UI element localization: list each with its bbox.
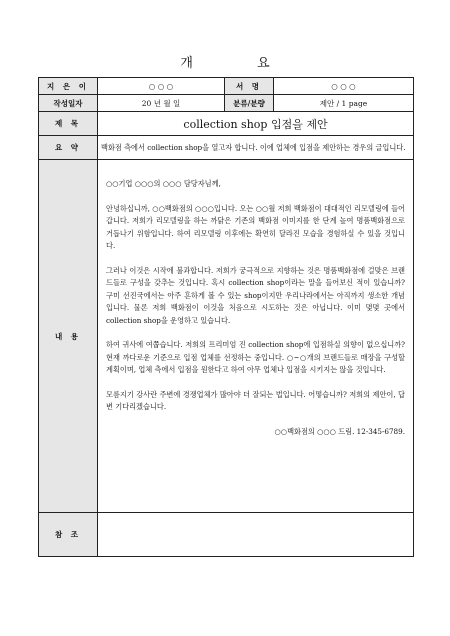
reference-value bbox=[98, 513, 414, 557]
book-title-label: 서 명 bbox=[225, 78, 274, 95]
author-label: 지 은 이 bbox=[39, 78, 98, 95]
reference-label: 참 조 bbox=[39, 513, 98, 557]
content-label: 내 용 bbox=[39, 160, 98, 513]
content-greeting: ○○기업 ○○○의 ○○○ 담당자님께, bbox=[106, 179, 221, 188]
summary-label: 요 약 bbox=[39, 136, 98, 160]
content-paragraph-4: 모름지기 강사란 주변에 경쟁업체가 많아야 더 잘되는 법입니다. 어떻습니까? 저희의 제안이, 답변 기다리겠습니다. bbox=[106, 389, 405, 411]
subject-value: collection shop 입점을 제안 bbox=[98, 112, 414, 136]
book-title-value: ○ ○ ○ bbox=[274, 78, 414, 95]
document-title: 개 요 bbox=[180, 56, 300, 71]
content-signature: ○○백화점의 ○○○ 드림. 12-345-6789. bbox=[274, 426, 405, 436]
author-value: ○ ○ ○ bbox=[98, 78, 225, 95]
category-value: 제안 / 1 page bbox=[274, 95, 414, 112]
date-value: 20 년 월 일 bbox=[98, 95, 225, 112]
content-paragraph-1: 안녕하십니까, ○○백화점의 ○○○입니다. 오는 ○○월 저희 백화점이 대대적인 리모델링에 들어갑니다. 저희가 리모델링을 하는 까닭은 기존의 백화점 이미지를 한 단계 높여 명품백화점으로 거듭나기 위함입니다. 하여 리모델링 이후에는 확연히 달라진 모습을 경험하실 수 있을 것입니다. bbox=[106, 203, 405, 250]
content-body bbox=[98, 160, 414, 513]
summary-value: 백화점 측에서 collection shop을 열고자 합니다. 이에 업체에 입점을 제안하는 경우의 글입니다. bbox=[98, 136, 414, 160]
category-label: 분류/분량 bbox=[225, 95, 274, 112]
summary-table bbox=[38, 77, 414, 557]
subject-label: 제 목 bbox=[39, 112, 98, 136]
content-paragraph-3: 하여 귀사에 여쭙습니다. 저희의 프리미엄 진 collection shop에 입점하실 의향이 없으십니까? 현재 까다로운 기준으로 입점 업체를 선정하는 중입니다. ○~○개의 브랜드들로 매장을 구성할 계획이며, 업체 측에서 입점을 원한다고 하여 아무 업체나 입점을 시키지는 않을 것입니다. bbox=[106, 340, 405, 374]
date-label: 작성일자 bbox=[39, 95, 98, 112]
content-paragraph-2: 그러나 이것은 시작에 불과합니다. 저희가 궁극적으로 지향하는 것은 명품백화점에 걸맞은 브랜드들로 구성을 갖추는 것입니다. 혹시 collection shop이라는 말을 들어보신 적이 있습니까? 구미 선진국에서는 아주 흔하게 볼 수 있는 shop이지만 우리나라에서는 아직까지 생소한 개념입니다. 물론 저희 백화점이 이것을 처음으로 시도하는 것은 아닙니다. 이미 몇몇 곳에서 collection shop을 운영하고 있습니다. bbox=[106, 265, 405, 325]
